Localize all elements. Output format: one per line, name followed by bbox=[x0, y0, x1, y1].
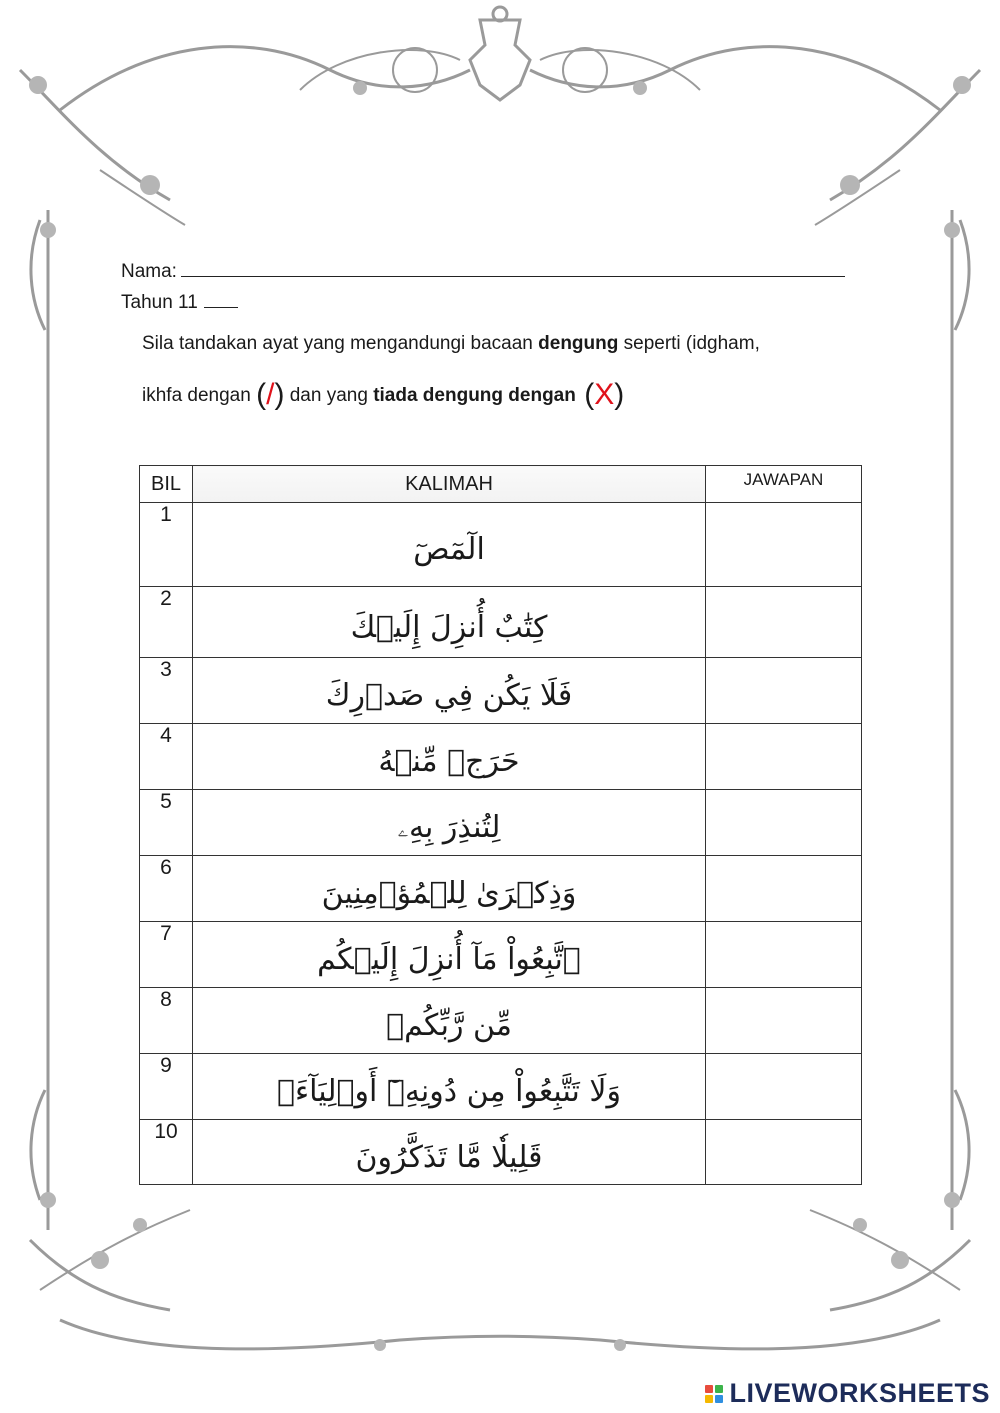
arabic-text: كِتَٰبٌ أُنزِلَ إِلَيۡكَ bbox=[350, 609, 548, 645]
arabic-text: مِّن رَّبِّكُمۡ bbox=[386, 1008, 512, 1043]
row-number: 10 bbox=[140, 1120, 193, 1185]
year-label: Tahun 11 bbox=[121, 292, 198, 313]
liveworksheets-logo bbox=[705, 1378, 990, 1409]
arabic-phrase bbox=[193, 503, 706, 587]
table-row bbox=[140, 724, 862, 790]
name-input-line[interactable] bbox=[181, 258, 845, 277]
arabic-phrase bbox=[193, 988, 706, 1054]
arabic-text: ٱتَّبِعُواْ مَآ أُنزِلَ إِلَيۡكُم bbox=[317, 942, 581, 977]
arabic-phrase bbox=[193, 1120, 706, 1185]
instruction-text: Sila tandakan ayat yang mengandungi bacaan bbox=[142, 333, 539, 354]
answer-cell[interactable] bbox=[706, 856, 862, 922]
table-row bbox=[140, 658, 862, 724]
table-row bbox=[140, 856, 862, 922]
answer-cell[interactable] bbox=[706, 503, 862, 587]
arabic-phrase bbox=[193, 856, 706, 922]
paren: ) bbox=[274, 378, 285, 411]
row-number: 7 bbox=[140, 922, 193, 988]
instruction-text: seperti (idgham, bbox=[618, 333, 760, 354]
arabic-phrase bbox=[193, 587, 706, 658]
answer-cell[interactable] bbox=[706, 587, 862, 658]
table-header-row bbox=[140, 466, 862, 503]
kalimah-table bbox=[139, 465, 862, 1185]
header-kalimah: KALIMAH bbox=[193, 466, 706, 503]
table-row bbox=[140, 587, 862, 658]
table-row bbox=[140, 1054, 862, 1120]
row-number: 4 bbox=[140, 724, 193, 790]
arabic-text: حَرَجٞ مِّنۡهُ bbox=[378, 744, 520, 779]
year-field-row bbox=[121, 289, 238, 314]
table-row bbox=[140, 988, 862, 1054]
instruction-bold: dengung bbox=[538, 333, 619, 354]
arabic-text: وَذِكۡرَىٰ لِلۡمُؤۡمِنِينَ bbox=[321, 876, 577, 911]
arabic-phrase bbox=[193, 724, 706, 790]
row-number: 8 bbox=[140, 988, 193, 1054]
answer-cell[interactable] bbox=[706, 922, 862, 988]
name-label: Nama: bbox=[121, 261, 177, 282]
logo-text: LIVEWORKSHEETS bbox=[729, 1378, 990, 1408]
arabic-phrase bbox=[193, 658, 706, 724]
year-input-line[interactable] bbox=[204, 289, 238, 308]
arabic-text: وَلَا تَتَّبِعُواْ مِن دُونِهِۦٓ أَوۡلِيَآءَۗ bbox=[277, 1074, 621, 1109]
row-number: 3 bbox=[140, 658, 193, 724]
arabic-text: قَلِيلٗا مَّا تَذَكَّرُونَ bbox=[355, 1139, 543, 1175]
arabic-text: فَلَا يَكُن فِي صَدۡرِكَ bbox=[325, 678, 573, 713]
paren: ( bbox=[256, 378, 267, 411]
answer-cell[interactable] bbox=[706, 658, 862, 724]
paren: ( bbox=[575, 378, 595, 411]
answer-cell[interactable] bbox=[706, 1054, 862, 1120]
answer-cell[interactable] bbox=[706, 790, 862, 856]
instruction-text: ikhfa dengan bbox=[142, 385, 257, 406]
row-number: 6 bbox=[140, 856, 193, 922]
row-number: 2 bbox=[140, 587, 193, 658]
arabic-text: الٓمٓصٓ bbox=[413, 532, 485, 567]
arabic-phrase bbox=[193, 922, 706, 988]
arabic-phrase bbox=[193, 790, 706, 856]
table-row bbox=[140, 922, 862, 988]
answer-cell[interactable] bbox=[706, 1120, 862, 1185]
header-bil: BIL bbox=[140, 466, 193, 503]
row-number: 5 bbox=[140, 790, 193, 856]
arabic-phrase bbox=[193, 1054, 706, 1120]
row-number: 9 bbox=[140, 1054, 193, 1120]
cross-symbol: X bbox=[594, 378, 615, 411]
answer-cell[interactable] bbox=[706, 988, 862, 1054]
name-field-row bbox=[121, 258, 845, 283]
arabic-text: لِتُنذِرَ بِهِۦ bbox=[397, 810, 501, 845]
instruction-text: dan yang bbox=[284, 385, 374, 406]
row-number: 1 bbox=[140, 503, 193, 587]
header-jawapan: JAWAPAN bbox=[706, 466, 862, 503]
answer-cell[interactable] bbox=[706, 724, 862, 790]
instruction-line-1 bbox=[142, 333, 760, 355]
instruction-line-2 bbox=[142, 378, 624, 412]
logo-mark-icon bbox=[705, 1385, 723, 1403]
instruction-bold: tiada dengung dengan bbox=[373, 385, 576, 406]
table-row bbox=[140, 503, 862, 587]
paren: ) bbox=[614, 378, 625, 411]
table-row bbox=[140, 1120, 862, 1185]
table-row bbox=[140, 790, 862, 856]
tick-symbol: / bbox=[266, 378, 275, 411]
